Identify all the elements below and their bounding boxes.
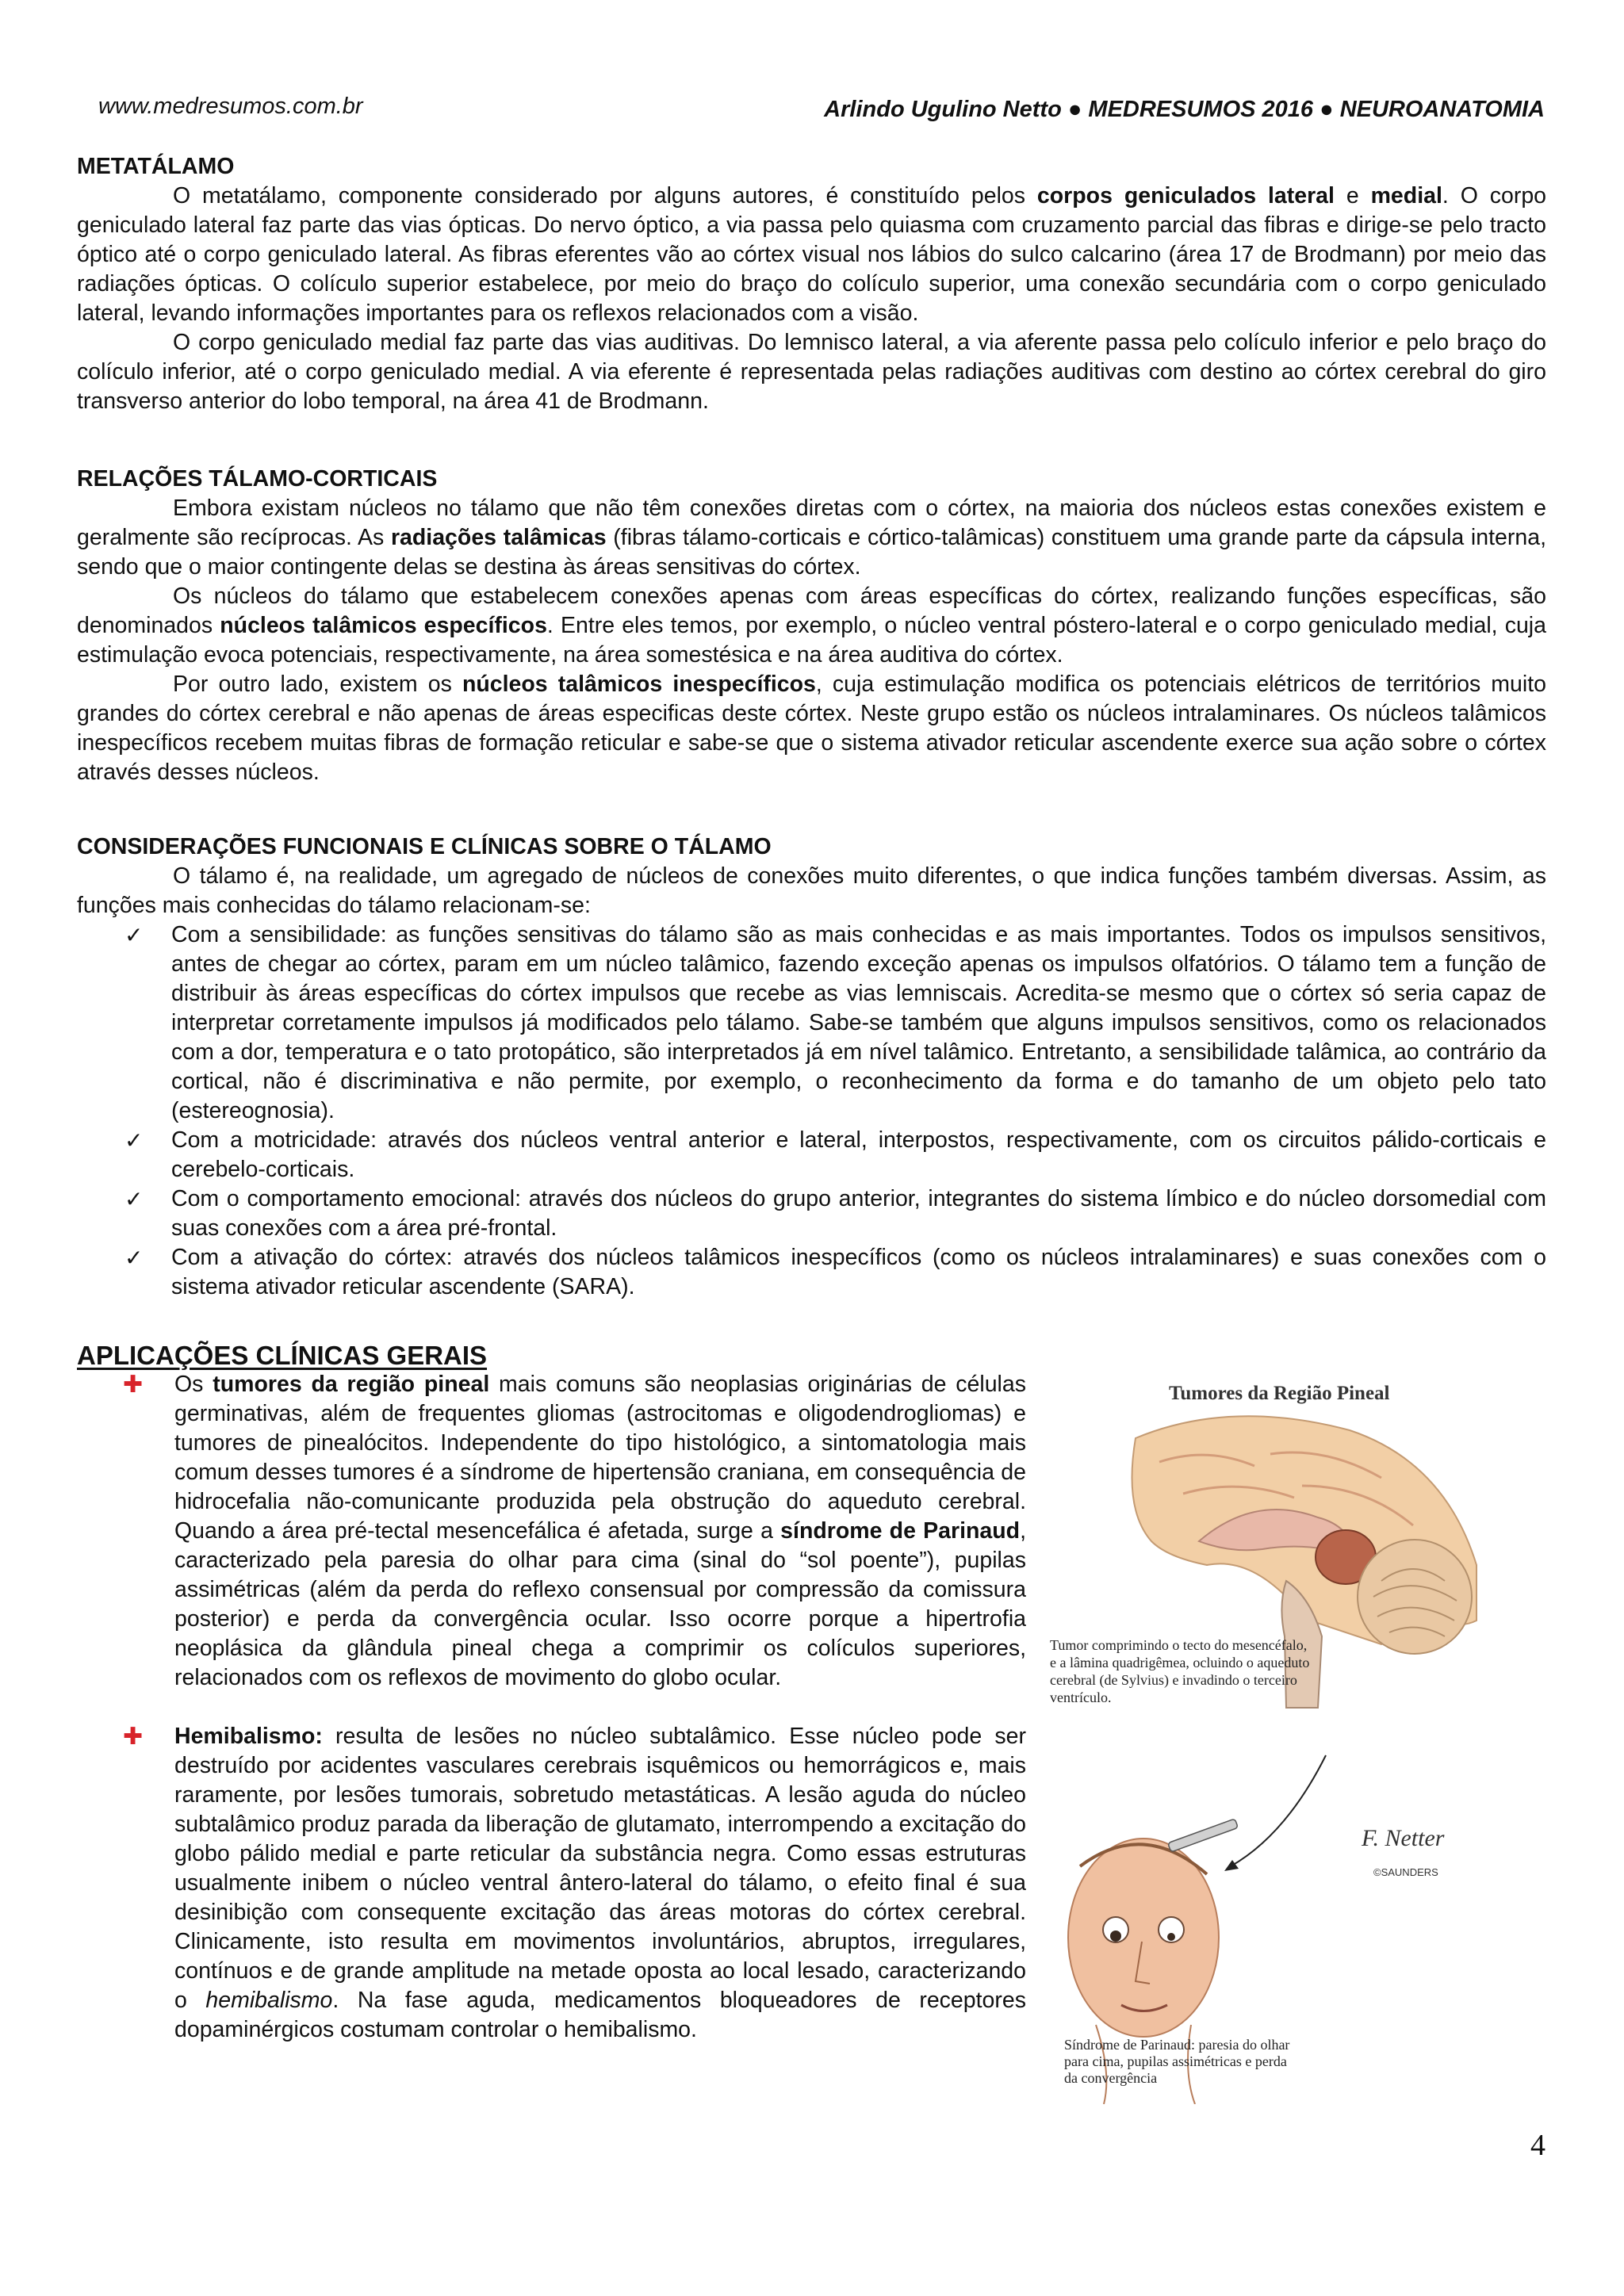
pineal-tumor-illustration	[1048, 1359, 1492, 2104]
section-heading: RELAÇÕES TÁLAMO-CORTICAIS	[77, 466, 438, 492]
paragraph: O metatálamo, componente considerado por alguns autores, é constituído pelos corpos geniculados lateral e medial. O corpo geniculado lateral faz parte das vias ópticas. Do nervo óptico, a via passa pelo quiasma com cruzamento parcial das fibras e dirige-se pelo tracto óptico até o corpo geniculado lateral. As fibras eferentes vão ao córtex visual nos lábios do sulco calcarino (área 17 de Brodmann) por meio das radiações ópticas. O colículo superior estabelece, por meio do braço do colículo superior, uma conexão secundária com o corpo geniculado lateral, levando informações importantes para os reflexos relacionados com a visão.	[77, 183, 1547, 326]
figure-caption-bottom: Síndrome de Parinaud: paresia do olhar para cima, pupilas assimétricas e perda da convergência	[1064, 2037, 1290, 2086]
publisher-mark: ©SAUNDERS	[1373, 1866, 1438, 1878]
list-item: ✚ Os tumores da região pineal mais comuns são neoplasias originárias de células germinativas, além de frequentes gliomas (astrocitomas e oligodendrogliomas) e tumores de pinealócitos. Independente do tipo histológico, a sintomatologia mais comum desses tumores é a síndrome de hipertensão craniana, em consequência de hidrocefalia não-comunicante produzida pela obstrução do aqueduto cerebral. Quando a área pré-tectal mesencefálica é afetada, surge a síndrome de Parinaud, caracterizado pela paresia do olhar para cima (sinal do “sol poente”), pupilas assimétricas (além da perda do reflexo consensual por compressão da comissura posterior) e perda da convergência ocular. Isso ocorre porque a hipertrofia neoplásica da glândula pineal chega a comprimir os colículos superiores, relacionados com os reflexos de movimento do globo ocular.	[123, 1371, 1026, 1690]
section-relacoes	[77, 465, 1546, 787]
section-consideracoes	[77, 832, 1546, 1302]
section-heading: CONSIDERAÇÕES FUNCIONAIS E CLÍNICAS SOBRE O TÁLAMO	[77, 834, 772, 859]
section-aplicacoes	[77, 1340, 1026, 2045]
function-list	[124, 920, 1546, 1302]
section-heading: APLICAÇÕES CLÍNICAS GERAIS	[77, 1341, 488, 1370]
list-item: ✓ Com a motricidade: através dos núcleos ventral anterior e lateral, interpostos, respectivamente, com os circuitos pálido-corticais e cerebelo-corticais.	[124, 1127, 1546, 1182]
check-icon: ✓	[124, 922, 144, 948]
illustration-drawing	[1048, 1359, 1492, 2104]
artist-signature: F. Netter	[1362, 1825, 1445, 1851]
list-item: ✚ Hemibalismo: resulta de lesões no núcleo subtalâmico. Esse núcleo pode ser destruído por acidentes vasculares cerebrais isquêmicos ou hemorrágicos e, mais raramente, por lesões tumorais, sobretudo metastáticas. A lesão aguda do núcleo subtalâmico produz parada da liberação de glutamato, interrompendo a excitação do globo pálido medial e parte reticular da substância negra. Como essas estruturas usualmente inibem o núcleo ventral ântero-lateral do tálamo, o efeito final é sua desinibição com consequente excitação das áreas motoras do córtex cerebral. Clinicamente, isto resulta em movimentos involuntários, abruptos, irregulares, contínuos e de grande amplitude na metade oposta ao local lesado, caracterizando o hemibalismo. Na fase aguda, medicamentos bloqueadores de receptores dopaminérgicos costumam controlar o hemibalismo.	[123, 1723, 1026, 2042]
paragraph: Embora existam núcleos no tálamo que não têm conexões diretas com o córtex, na maioria dos núcleos estas conexões existem e geralmente são recíprocas. As radiações talâmicas (fibras tálamo-corticais e córtico-talâmicas) constituem uma grande parte da cápsula interna, sendo que o maior contingente delas se destina às áreas sensitivas do córtex.	[77, 496, 1546, 580]
figure-caption-top: Tumor comprimindo o tecto do mesencéfalo, e a lâmina quadrigêmea, ocluindo o aqueduto cerebral (de Sylvius) e invadindo o terceiro ventrículo.	[1050, 1637, 1310, 1705]
red-cross-icon: ✚	[123, 1371, 144, 1399]
section-heading: METATÁLAMO	[77, 154, 235, 179]
header-site: www.medresumos.com.br	[98, 94, 363, 119]
section-metatalamo	[77, 152, 1546, 416]
page-number: 4	[1530, 2129, 1545, 2162]
figure-title: Tumores da Região Pineal	[1169, 1383, 1390, 1404]
check-icon: ✓	[124, 1186, 144, 1212]
list-item: ✓ Com o comportamento emocional: através dos núcleos do grupo anterior, integrantes do sistema límbico e do núcleo dorsomedial com suas conexões com a área pré-frontal.	[124, 1186, 1546, 1241]
paragraph: Por outro lado, existem os núcleos talâmicos inespecíficos, cuja estimulação modifica os potenciais elétricos de territórios muito grandes do córtex cerebral e não apenas de áreas especificas deste córtex. Neste grupo estão os núcleos intralaminares. Os núcleos talâmicos inespecíficos recebem muitas fibras de formação reticular e sabe-se que o sistema ativador reticular ascendente exerce sua ação sobre o córtex através desses núcleos.	[77, 672, 1546, 785]
header-title: Arlindo Ugulino Netto ● MEDRESUMOS 2016 ● NEUROANATOMIA	[824, 97, 1545, 122]
red-cross-icon: ✚	[123, 1723, 144, 1751]
paragraph: O corpo geniculado medial faz parte das vias auditivas. Do lemnisco lateral, a via aferente passa pelo colículo inferior e pelo braço do colículo inferior, até o corpo geniculado medial. A via eferente é representada pelas radiações auditivas com destino ao córtex cerebral do giro transverso anterior do lobo temporal, na área 41 de Brodmann.	[77, 330, 1546, 414]
paragraph: O tálamo é, na realidade, um agregado de núcleos de conexões muito diferentes, o que indica funções também diversas. Assim, as funções mais conhecidas do tálamo relacionam-se:	[77, 863, 1546, 918]
check-icon: ✓	[124, 1245, 144, 1271]
list-item: ✓ Com a sensibilidade: as funções sensitivas do tálamo são as mais conhecidas e as mais importantes. Todos os impulsos sensitivos, antes de chegar ao córtex, param em um núcleo talâmico, fazendo exceção apenas os impulsos olfatórios. O tálamo tem a função de distribuir às áreas específicas do córtex impulsos que recebe as vias lemniscais. Acredita-se mesmo que o córtex só seria capaz de interpretar corretamente impulsos já modificados pelo tálamo. Sabe-se também que alguns impulsos sensitivos, como os relacionados com a dor, temperatura e o tato protopático, são interpretados já em nível talâmico. Entretanto, a sensibilidade talâmica, ao contrário da cortical, não é discriminativa e não permite, por exemplo, o reconhecimento da forma e do tamanho de um objeto pelo tato (estereognosia).	[124, 922, 1546, 1123]
list-item: ✓ Com a ativação do córtex: através dos núcleos talâmicos inespecíficos (como os núcleos intralaminares) e suas conexões com o sistema ativador reticular ascendente (SARA).	[124, 1245, 1546, 1299]
paragraph: Os núcleos do tálamo que estabelecem conexões apenas com áreas específicas do córtex, realizando funções específicas, são denominados núcleos talâmicos específicos. Entre eles temos, por exemplo, o núcleo ventral póstero-lateral e o corpo geniculado medial, cuja estimulação evoca potenciais, respectivamente, na área somestésica e na área auditiva do córtex.	[77, 584, 1546, 668]
check-icon: ✓	[124, 1127, 144, 1154]
